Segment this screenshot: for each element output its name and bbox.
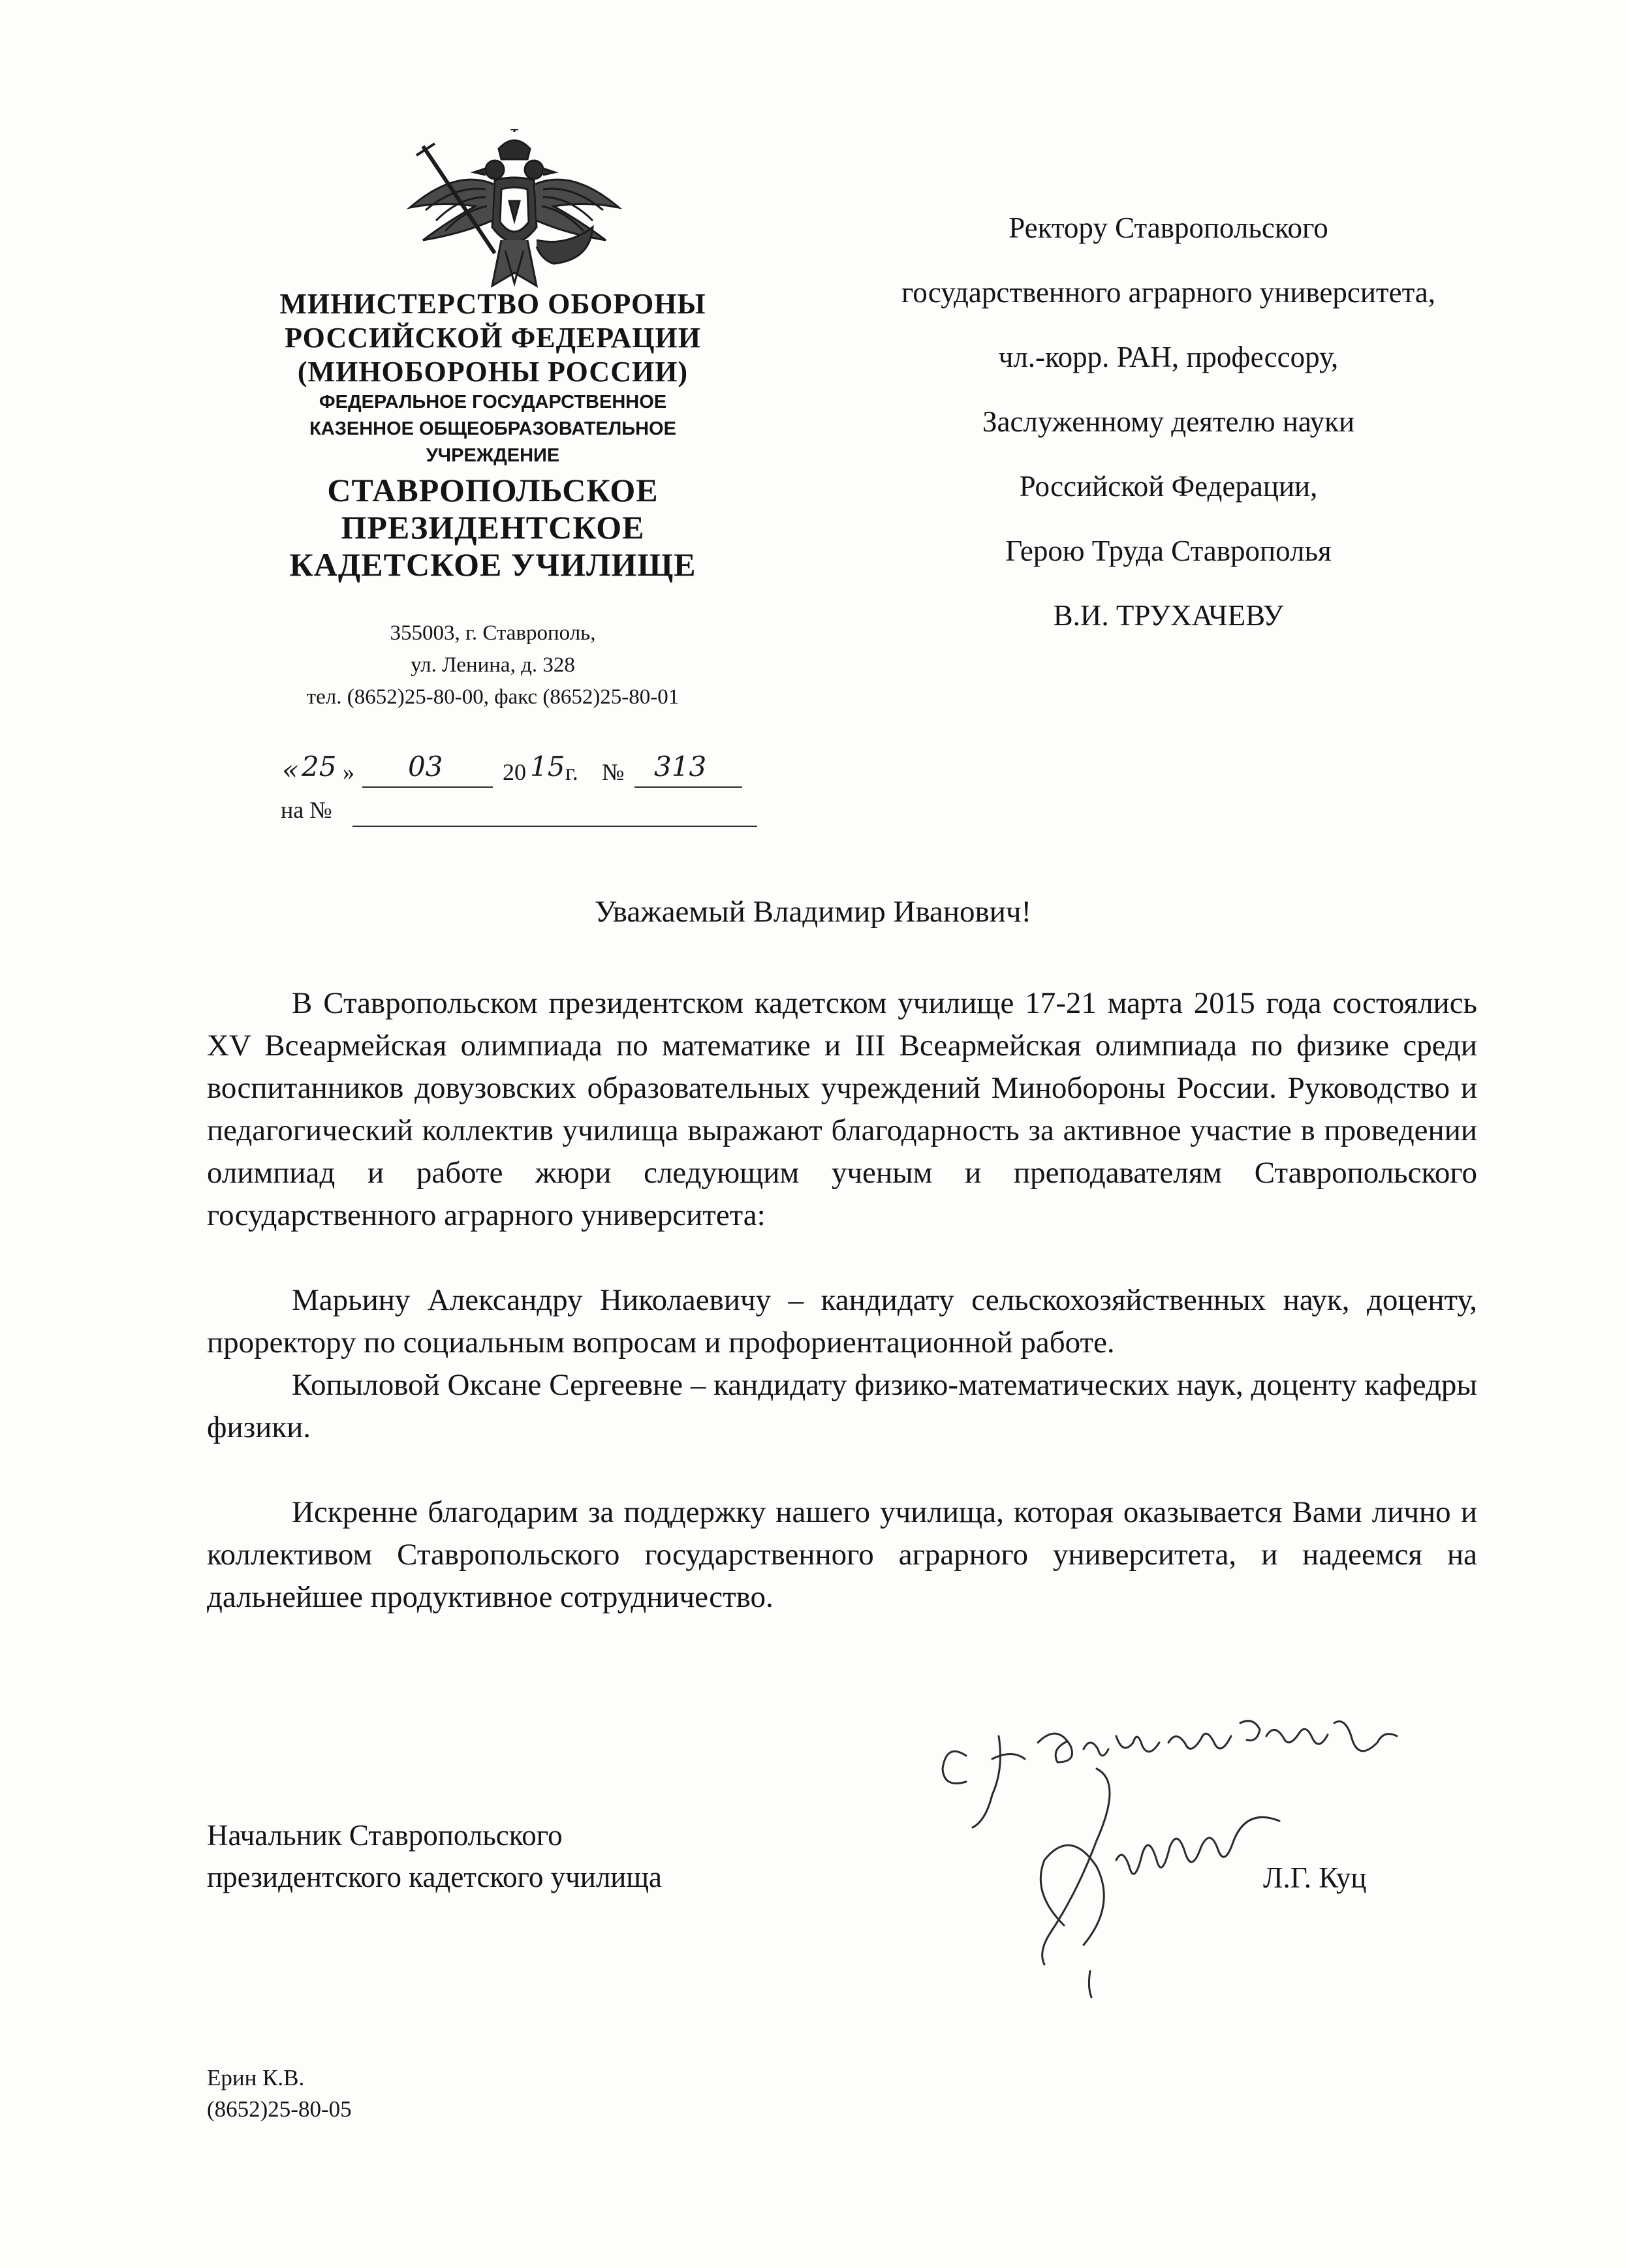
addressee-line: Заслуженному деятелю науки [982,405,1355,438]
quote-close: » [343,759,354,785]
signatory-position-line: президентского кадетского училища [207,1861,663,1893]
coat-of-arms-emblem [397,129,632,300]
addressee-line: государственного аграрного университета, [901,276,1436,309]
body-paragraph: Марьину Александру Николаевичу – кандидату сельскохозяйственных наук, доценту, проректору по социальным вопросам и профориентационной работе. [207,1283,1477,1359]
school-name-line: ПРЕЗИДЕНТСКОЕ [341,509,645,546]
salutation: Уважаемый Владимир Иванович! [594,895,1032,929]
school-name-line: КАДЕТСКОЕ УЧИЛИЩЕ [289,546,696,583]
institution-type-line: УЧРЕЖДЕНИЕ [426,445,560,466]
address-line: 355003, г. Ставрополь, [390,621,596,645]
addressee-name: В.И. ТРУХАЧЕВУ [1053,599,1284,632]
body-paragraph: Копыловой Оксане Сергеевне – кандидату физико-математических наук, доценту кафедры физики. [207,1368,1477,1444]
sender-block [248,287,738,713]
addressee-line: Ректору Ставропольского [1008,211,1328,244]
addressee-line: чл.-корр. РАН, профессору, [998,341,1339,373]
addressee-block [783,196,1554,648]
address-line: тел. (8652)25-80-00, факс (8652)25-80-01 [306,685,680,709]
reg-number-label: № [602,759,625,785]
executor-phone: (8652)25-80-05 [207,2096,352,2122]
quote-open: « [282,754,299,786]
ministry-line: МИНИСТЕРСТВО ОБОРОНЫ [279,288,706,320]
reg-month: 03 [408,751,443,783]
address-line: ул. Ленина, д. 328 [411,653,575,677]
school-name-line: СТАВРОПОЛЬСКОЕ [327,472,659,508]
ministry-line: РОССИЙСКОЙ ФЕДЕРАЦИИ [285,322,701,354]
reply-number-label: на № [281,797,332,823]
executor-name: Ерин К.В. [207,2065,305,2090]
reg-year-prefix: 20 [503,759,526,785]
institution-type-line: КАЗЕННОЕ ОБЩЕОБРАЗОВАТЕЛЬНОЕ [309,418,676,439]
body-paragraph: В Ставропольском президентском кадетском училище 17-21 марта 2015 года состоялись XV Всеармейская олимпиада по математике и III Всеармейская олимпиада по физике среди воспитанников довузовских образовательных учреждений Минобороны России. Руководство и педагогический коллектив училища выражают благодарность за активное участие в проведении олимпиад и работе жюри следующим ученым и преподавателям Ставропольского государственного аграрного университета: [207,986,1477,1232]
institution-type-line: ФЕДЕРАЛЬНОЕ ГОСУДАРСТВЕННОЕ [319,392,667,412]
handwritten-signature [927,1697,1423,2010]
signatory-position [207,1814,662,1898]
reg-year-suffix: 15 [530,751,565,783]
signatory-name: Л.Г. Куц [1263,1861,1367,1894]
addressee-line: Российской Федерации, [1019,470,1318,503]
body-paragraph: Искренне благодарим за поддержку нашего училища, которая оказывается Вами лично и коллективом Ставропольского государственного аграрного университета, и надеемся на дальнейшее продуктивное сотрудничество. [207,1495,1477,1614]
reg-number: 313 [654,751,707,783]
addressee-line: Герою Труда Ставрополья [1005,535,1332,567]
ministry-line: (МИНОБОРОНЫ РОССИИ) [297,356,689,388]
reg-year-letter: г. [565,759,578,785]
signatory-position-line: Начальник Ставропольского [207,1819,563,1852]
reg-day: 25 [302,751,337,783]
